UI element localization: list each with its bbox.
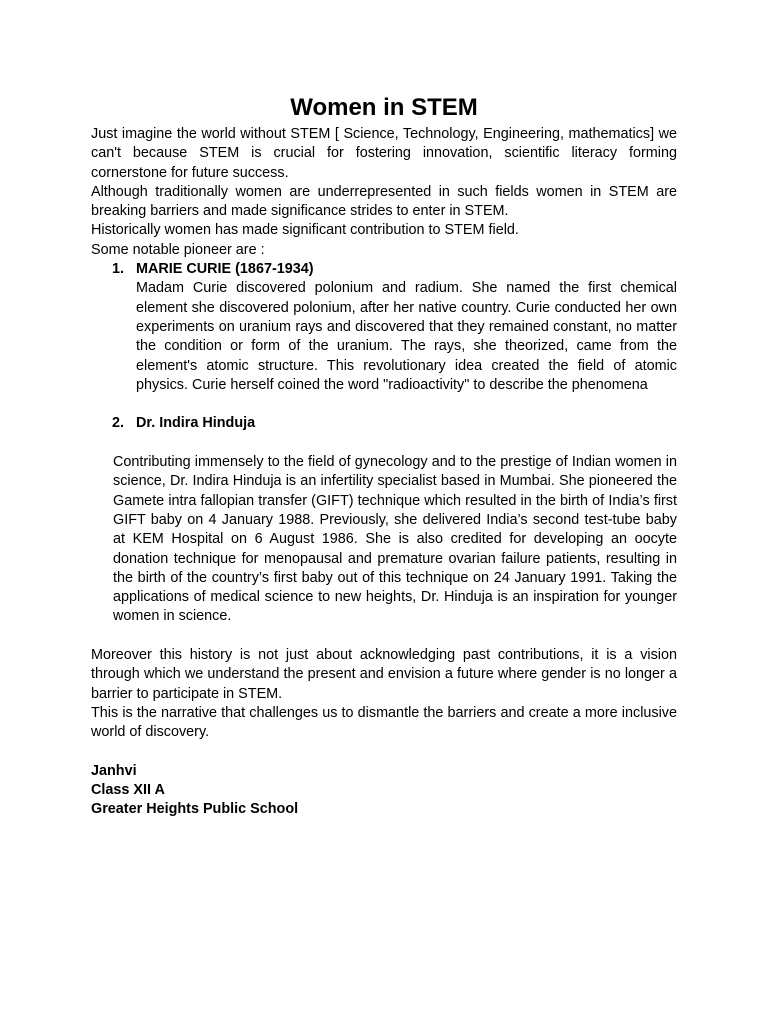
conclusion-paragraph-2: This is the narrative that challenges us to dismantle the barriers and create a more inclusive world of discovery. bbox=[91, 704, 677, 741]
pioneer-name: MARIE CURIE (1867-1934) bbox=[136, 261, 314, 278]
signature-class: Class XII A bbox=[91, 782, 165, 799]
list-number: 1. bbox=[112, 261, 125, 278]
intro-paragraph-1: Just imagine the world without STEM [ Science, Technology, Engineering, mathematics] we can't because STEM is crucial for fostering innovation, scientific literacy forming cornerstone for future success. bbox=[91, 126, 677, 181]
pioneer-description: Madam Curie discovered polonium and radium. She named the first chemical element she discovered polonium, after her native country. Curie conducted her own experiments on uranium rays and discovered that they remained constant, no matter the condition or form of the uranium. The rays, she theorized, came from the element's atomic structure. This revolutionary idea created the field of atomic physics. Curie herself coined the word "radioactivity" to describe the phenomena bbox=[136, 280, 677, 393]
pioneer-description-block bbox=[91, 453, 677, 627]
intro-paragraph-4: Some notable pioneer are : bbox=[91, 241, 265, 258]
blank-line bbox=[91, 434, 677, 453]
document-title: Women in STEM bbox=[290, 94, 478, 121]
blank-line bbox=[91, 743, 677, 762]
intro-paragraph-2: Although traditionally women are underrepresented in such fields women in STEM are breaking barriers and made significance strides to enter in STEM. bbox=[91, 183, 677, 220]
pioneer-item-hinduja bbox=[91, 414, 677, 433]
intro-paragraph-3: Historically women has made significant contribution to STEM field. bbox=[91, 222, 519, 239]
blank-line bbox=[91, 395, 677, 414]
pioneer-item-curie bbox=[91, 260, 677, 395]
list-number: 2. bbox=[112, 415, 125, 432]
pioneer-name: Dr. Indira Hinduja bbox=[136, 415, 256, 432]
signature-school: Greater Heights Public School bbox=[91, 801, 299, 818]
signature-name: Janhvi bbox=[91, 762, 137, 779]
conclusion-paragraph-1: Moreover this history is not just about acknowledging past contributions, it is a vision through which we understand the present and envision a future where gender is no longer a barrier to participate in STEM. bbox=[91, 647, 677, 702]
blank-line bbox=[91, 627, 677, 646]
pioneer-description: Contributing immensely to the field of gynecology and to the prestige of Indian women in science, Dr. Indira Hinduja is an infertility specialist based in Mumbai. She pioneered the Gamete intra fallopian transfer (GIFT) technique which resulted in the birth of India’s first GIFT baby on 4 January 1988. Previously, she delivered India’s second test-tube baby at KEM Hospital on 6 August 1986. She is also credited for developing an oocyte donation technique for menopausal and premature ovarian failure patients, resulting in the birth of the country’s first baby out of this technique on 24 January 1991. Taking the applications of medical science to new heights, Dr. Hinduja is an inspiration for younger women in science. bbox=[113, 454, 677, 625]
document-body bbox=[91, 93, 677, 820]
